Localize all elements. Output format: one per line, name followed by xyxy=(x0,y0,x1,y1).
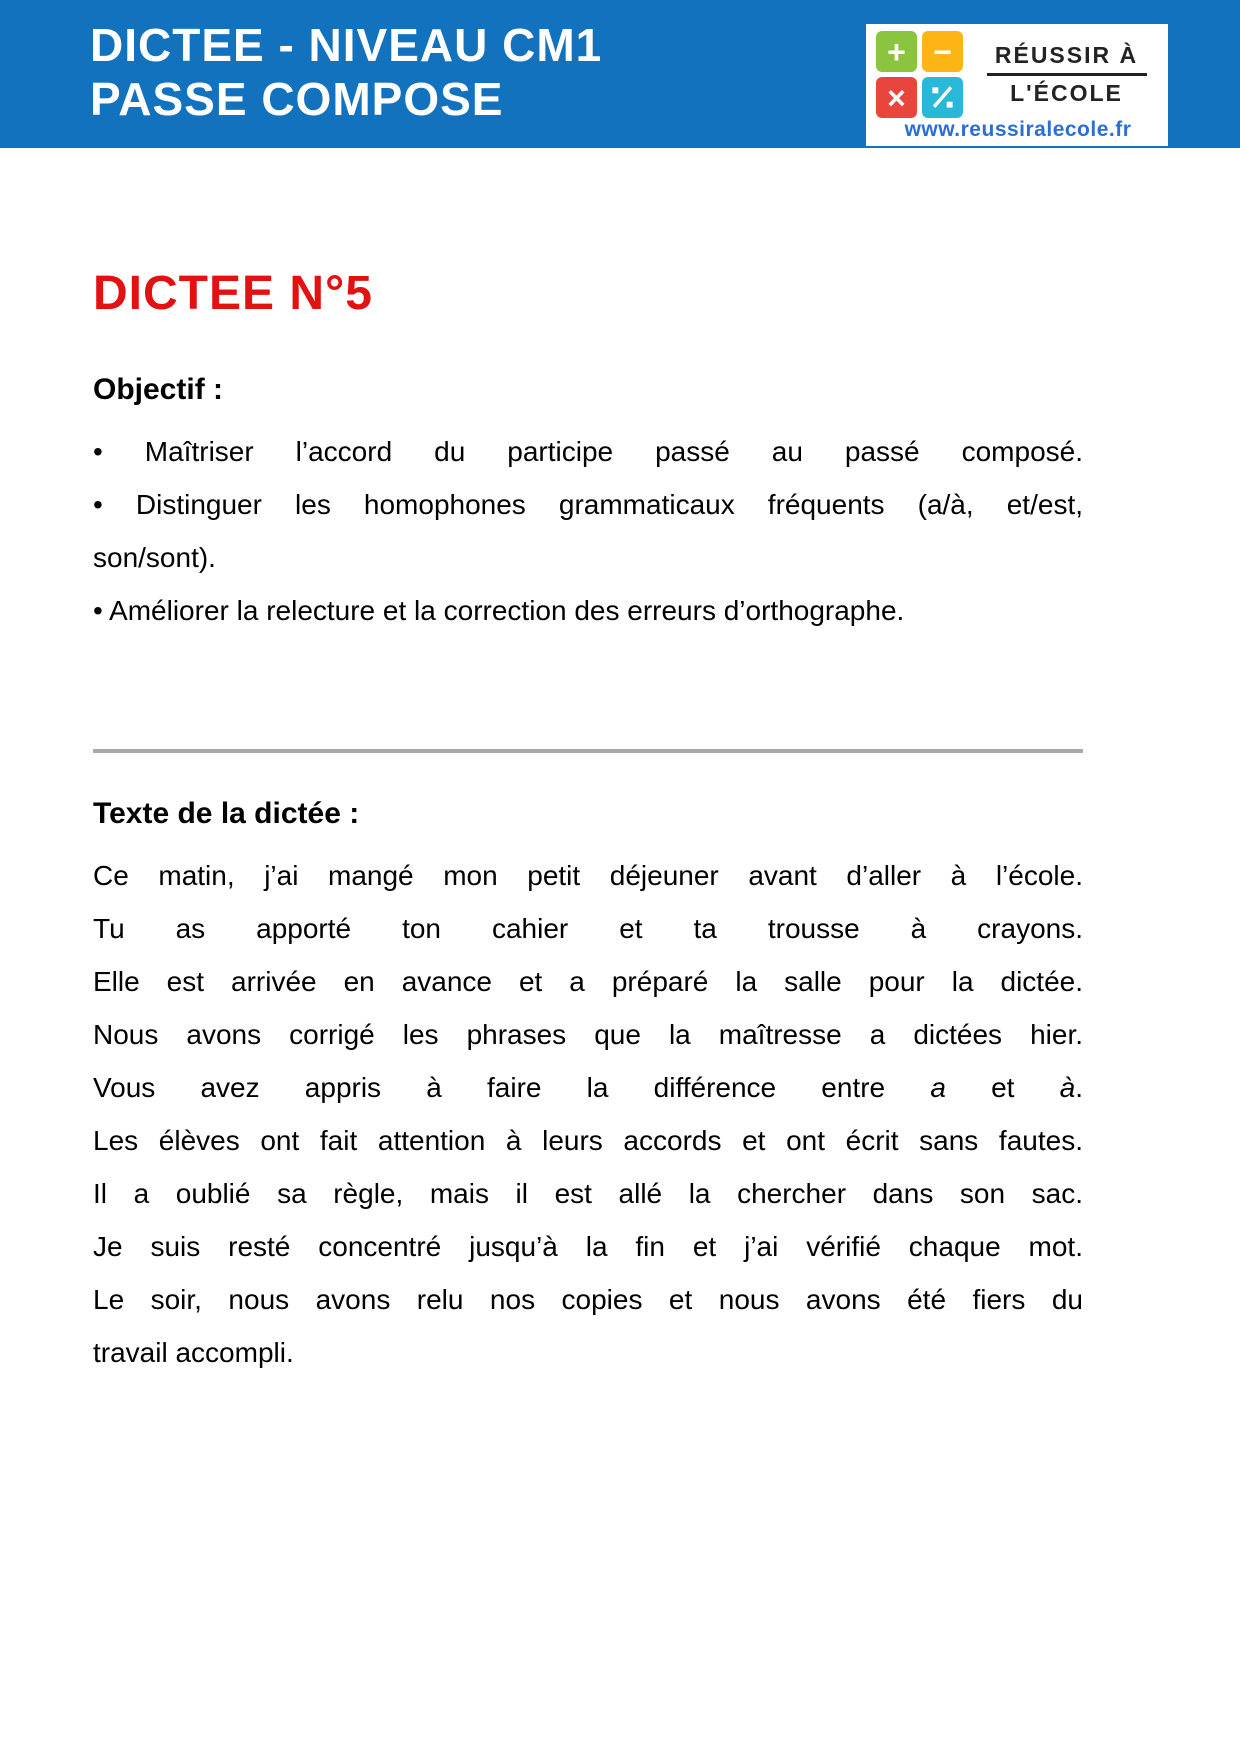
objective-heading: Objectif : xyxy=(93,373,224,406)
objective-bullet-1: • Maîtriser l’accord du participe passé au passé composé. xyxy=(93,436,1083,467)
plus-symbol: + xyxy=(887,33,906,70)
multiply-symbol: × xyxy=(887,79,906,116)
page-title-line2: PASSE COMPOSE xyxy=(90,73,504,125)
dictation-line-5 xyxy=(93,1061,1083,1114)
minus-symbol: − xyxy=(933,33,952,70)
dictation-line-2: Tu as apporté ton cahier et ta trousse à crayons. xyxy=(93,913,1083,944)
dictation-line-9: Le soir, nous avons relu nos copies et nous avons été fiers du xyxy=(93,1284,1083,1315)
logo-brand-line1: RÉUSSIR À xyxy=(994,42,1139,68)
objective-bullet-2-continuation: son/sont). xyxy=(93,542,216,573)
section-divider xyxy=(93,749,1083,753)
dictation-line-3: Elle est arrivée en avance et a préparé la salle pour la dictée. xyxy=(93,966,1083,997)
plus-icon xyxy=(876,31,917,72)
objective-list xyxy=(93,425,1083,637)
dictation-line-10: travail accompli. xyxy=(93,1337,294,1368)
logo-top-row xyxy=(876,31,1160,118)
logo-brand-line2: L'ÉCOLE xyxy=(1010,80,1123,106)
emphasized-word-a-accent: à xyxy=(1059,1072,1076,1103)
objective-bullet-3: • Améliorer la relecture et la correction des erreurs d’orthographe. xyxy=(93,595,905,626)
website-url: www.reussiralecole.fr xyxy=(904,118,1132,141)
divide-icon xyxy=(922,77,963,118)
dictation-text-heading: Texte de la dictée : xyxy=(93,797,360,830)
emphasized-word-a: a xyxy=(930,1072,946,1103)
dictation-line-4: Nous avons corrigé les phrases que la maîtresse a dictées hier. xyxy=(93,1019,1083,1050)
dictation-line-8: Je suis resté concentré jusqu’à la fin et j’ai vérifié chaque mot. xyxy=(93,1231,1083,1262)
document-body xyxy=(93,266,1083,1379)
page-title-line1: DICTEE - NIVEAU CM1 xyxy=(90,19,603,71)
page-title xyxy=(90,18,602,126)
multiply-icon xyxy=(876,77,917,118)
dictation-line-7: Il a oublié sa règle, mais il est allé la chercher dans son sac. xyxy=(93,1178,1083,1209)
dictation-number-title: DICTEE N°5 xyxy=(93,267,373,320)
logo-brand xyxy=(973,42,1160,107)
dictation-segment: Vous avez appris à faire la différence entre xyxy=(93,1072,931,1103)
logo-brand-divider xyxy=(987,73,1147,76)
dictation-segment: et xyxy=(945,1072,1060,1103)
dictation-line-6: Les élèves ont fait attention à leurs accords et ont écrit sans fautes. xyxy=(93,1125,1083,1156)
reussir-a-lecole-logo xyxy=(866,24,1168,146)
dictation-text xyxy=(93,849,1083,1379)
dictation-segment: . xyxy=(1075,1072,1083,1103)
dictation-line-1: Ce matin, j’ai mangé mon petit déjeuner avant d’aller à l’école. xyxy=(93,860,1083,891)
minus-icon xyxy=(922,31,963,72)
header-banner xyxy=(0,0,1240,148)
objective-bullet-2: • Distinguer les homophones grammaticaux fréquents (a/à, et/est, xyxy=(93,489,1083,520)
math-operators-icon xyxy=(876,31,963,118)
